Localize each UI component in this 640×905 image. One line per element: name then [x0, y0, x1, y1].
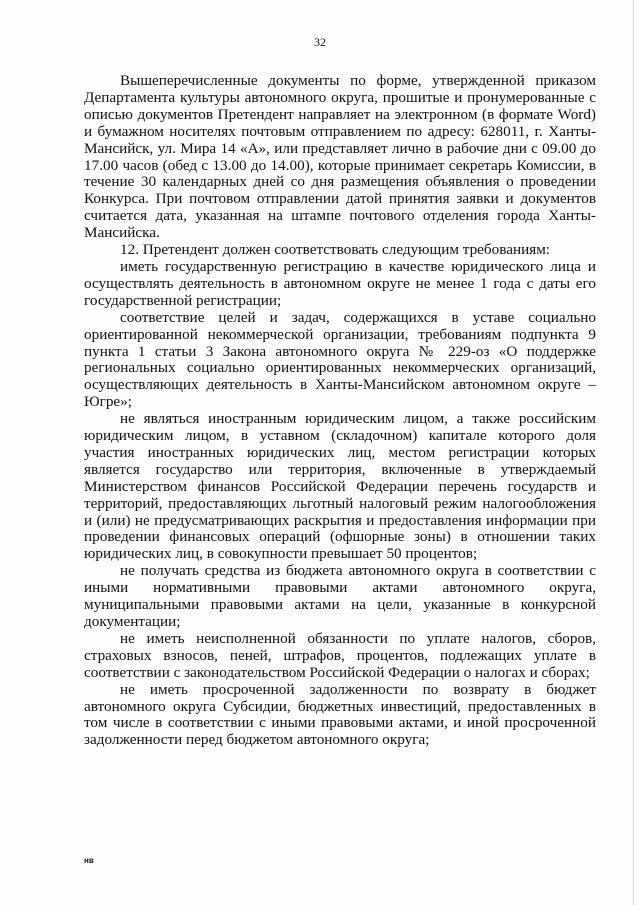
paragraph-submission-procedure: Вышеперечисленные документы по форме, утвержденной приказом Департамента культуры автономного округа, прошитые и пронумерованные с описью документов Претендент направляет на электронном (в формате Word) и бумажном носителях почтовым отправлением по адресу: 628011, г. Ханты-Мансийск, ул. Мира 14 «А», или представляет лично в рабочие дни с 09.00 до 17.00 часов (обед с 13.00 до 14.00), которые принимает секретарь Комиссии, в течение 30 календарных дней со дня размещения объявления о проведении Конкурса. При почтовом отправлении датой принятия заявки и документов считается дата, указанная на штампе почтового отделения города Ханты-Мансийска.: [84, 72, 596, 242]
paragraph-requirement-no-tax-debt: не иметь неисполненной обязанности по уплате налогов, сборов, страховых взносов, пеней, штрафов, процентов, подлежащих уплате в соответствии с законодательством Российской Федерации о налогах и сборах;: [84, 629, 596, 681]
document-body: [84, 73, 596, 749]
paragraph-requirement-no-overdue-debt: не иметь просроченной задолженности по возврату в бюджет автономного округа Субсидии, бюджетных инвестиций, предоставленных в том числе в соответствии с иными правовыми актами, и иной просроченной задолженности перед бюджетом автономного округа;: [84, 680, 596, 749]
paragraph-requirement-registration: иметь государственную регистрацию в качестве юридического лица и осуществлять деятельность в автономном округе не менее 1 года с даты его государственной регистрации;: [84, 257, 596, 309]
paragraph-requirement-charter-goals: соответствие целей и задач, содержащихся в уставе социально ориентированной некоммерческой организации, требованиям подпункта 9 пункта 1 статьи 3 Закона автономного округа № 229-оз «О поддержке региональных социально ориентированных некоммерческих организаций, осуществляющих деятельность в Ханты-Мансийском автономном округе – Югре»;: [84, 308, 596, 411]
paragraph-requirement-no-other-funds: не получать средства из бюджета автономного округа в соответствии с иными нормативными правовыми актами автономного округа, муниципальными правовыми актами на цели, указанные в конкурсной документации;: [84, 562, 596, 630]
page-number: 32: [314, 35, 326, 49]
footer-initials: нв: [84, 856, 94, 865]
paragraph-item-12-heading: 12. Претендент должен соответствовать следующим требованиям:: [120, 241, 551, 259]
paragraph-requirement-not-foreign: не являться иностранным юридическим лицом, а также российским юридическим лицом, в уставном (складочном) капитале которого доля участия иностранных юридических лиц, местом регистрации которых является государство или территория, включенные в утверждаемый Министерством финансов Российской Федерации перечень государств и территорий, предоставляющих льготный налоговый режим налогообложения и (или) не предусматривающих раскрытия и предоставления информации при проведении финансовых операций (офшорные зоны) в отношении таких юридических лиц, в совокупности превышает 50 процентов;: [84, 410, 596, 563]
